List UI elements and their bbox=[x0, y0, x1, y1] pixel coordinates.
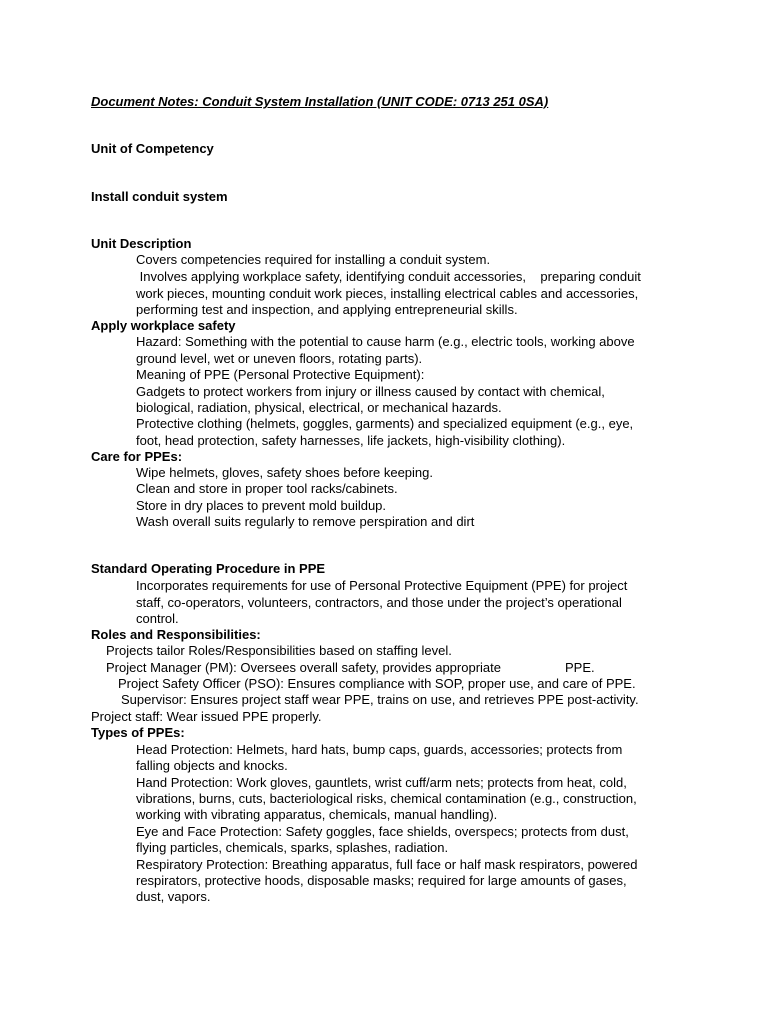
unit-description-line: Covers competencies required for installing a conduit system. bbox=[136, 252, 491, 267]
sop-line: control. bbox=[136, 611, 179, 626]
types-of-ppes-line: vibrations, burns, cuts, bacteriological risks, chemical contamination (e.g., construction, bbox=[136, 791, 637, 806]
unit-description-line: Involves applying workplace safety, identifying conduit accessories, preparing conduit bbox=[136, 269, 641, 284]
workplace-safety-line: Protective clothing (helmets, goggles, garments) and specialized equipment (e.g., eye, bbox=[136, 416, 634, 431]
types-of-ppes-line: Respiratory Protection: Breathing apparatus, full face or half mask respirators, powered bbox=[136, 857, 638, 872]
types-of-ppes-line: Hand Protection: Work gloves, gauntlets, wrist cuff/arm nets; protects from heat, cold, bbox=[136, 775, 627, 790]
workplace-safety-heading: Apply workplace safety bbox=[91, 318, 236, 333]
roles-line: Project staff: Wear issued PPE properly. bbox=[91, 709, 322, 724]
roles-line-continuation: PPE. bbox=[565, 660, 595, 675]
types-of-ppes-line: Eye and Face Protection: Safety goggles, face shields, overspecs; protects from dust, bbox=[136, 824, 629, 839]
unit-of-competency-value: Install conduit system bbox=[91, 189, 228, 204]
unit-description-line: performing test and inspection, and applying entrepreneurial skills. bbox=[136, 302, 518, 317]
care-for-ppes-line: Wipe helmets, gloves, safety shoes before keeping. bbox=[136, 465, 433, 480]
workplace-safety-line: Meaning of PPE (Personal Protective Equipment): bbox=[136, 367, 425, 382]
roles-line: Projects tailor Roles/Responsibilities based on staffing level. bbox=[106, 643, 452, 658]
roles-line: Project Safety Officer (PSO): Ensures compliance with SOP, proper use, and care of PPE. bbox=[118, 676, 636, 691]
sop-line: Incorporates requirements for use of Personal Protective Equipment (PPE) for project bbox=[136, 578, 628, 593]
workplace-safety-line: ground level, wet or uneven floors, rotating parts). bbox=[136, 351, 423, 366]
unit-description-line: work pieces, mounting conduit work pieces, installing electrical cables and accessories, bbox=[136, 286, 639, 301]
types-of-ppes-line: respirators, protective hoods, disposable masks; required for large amounts of gases, bbox=[136, 873, 627, 888]
workplace-safety-line: foot, head protection, safety harnesses, life jackets, high-visibility clothing). bbox=[136, 433, 566, 448]
unit-description-heading: Unit Description bbox=[91, 236, 192, 251]
workplace-safety-line: Hazard: Something with the potential to cause harm (e.g., electric tools, working above bbox=[136, 334, 635, 349]
unit-of-competency-heading: Unit of Competency bbox=[91, 141, 214, 156]
types-of-ppes-line: falling objects and knocks. bbox=[136, 758, 288, 773]
workplace-safety-line: biological, radiation, physical, electrical, or mechanical hazards. bbox=[136, 400, 502, 415]
types-of-ppes-line: flying particles, chemicals, sparks, splashes, radiation. bbox=[136, 840, 449, 855]
types-of-ppes-heading: Types of PPEs: bbox=[91, 725, 185, 740]
care-for-ppes-line: Store in dry places to prevent mold buildup. bbox=[136, 498, 387, 513]
roles-line: Supervisor: Ensures project staff wear PPE, trains on use, and retrieves PPE post-activity. bbox=[121, 692, 639, 707]
sop-heading: Standard Operating Procedure in PPE bbox=[91, 561, 326, 576]
care-for-ppes-heading: Care for PPEs: bbox=[91, 449, 183, 464]
care-for-ppes-line: Wash overall suits regularly to remove perspiration and dirt bbox=[136, 514, 475, 529]
sop-line: staff, co-operators, volunteers, contractors, and those under the project’s operational bbox=[136, 595, 622, 610]
types-of-ppes-line: dust, vapors. bbox=[136, 889, 211, 904]
document-title: Document Notes: Conduit System Installation (UNIT CODE: 0713 251 0SA) bbox=[91, 94, 549, 109]
roles-heading: Roles and Responsibilities: bbox=[91, 627, 261, 642]
care-for-ppes-line: Clean and store in proper tool racks/cabinets. bbox=[136, 481, 398, 496]
roles-line: Project Manager (PM): Oversees overall safety, provides appropriate bbox=[106, 660, 501, 675]
types-of-ppes-line: working with vibrating apparatus, chemicals, manual handling). bbox=[136, 807, 498, 822]
workplace-safety-line: Gadgets to protect workers from injury or illness caused by contact with chemical, bbox=[136, 384, 605, 399]
types-of-ppes-line: Head Protection: Helmets, hard hats, bump caps, guards, accessories; protects from bbox=[136, 742, 623, 757]
